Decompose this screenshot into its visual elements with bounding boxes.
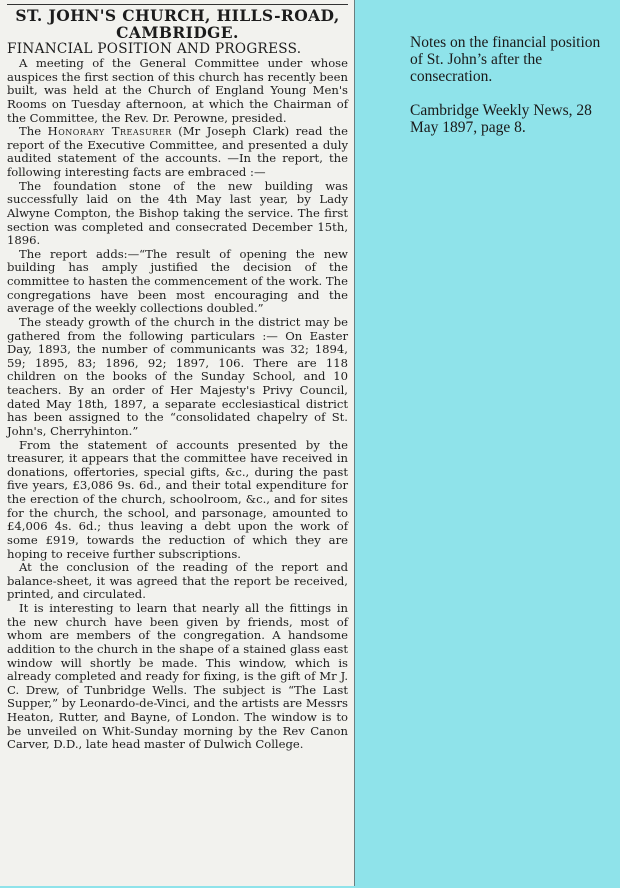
- paragraph-window: [7, 602, 348, 752]
- paragraph-treasurer: [7, 125, 348, 180]
- notes-panel: [410, 34, 615, 136]
- source-citation: Cambridge Weekly News, 28 May 1897, page 8.: [410, 102, 592, 136]
- paragraph-text: It is interesting to learn that nearly all the fittings in the new church have been given by friends, most of whom are members of the congregation. A handsome addition to the church in the shape of a stained glass east window will shortly be made. This window, which is already completed and ready for fixing, is the gift of Mr J. C. Drew, of Tunbridge Wells. The subject is “The Last Supper,” by Leonardo-de-Vinci, and the artists are Messrs Heaton, Rutter, and Bayne, of London. The window is to be unveiled on Whit-Sunday morning by the Rev Canon Carver, D.D., late head master of Dulwich College.: [7, 601, 348, 752]
- paragraph-report: [7, 248, 348, 316]
- paragraph-text: The steady growth of the church in the district may be gathered from the following particulars :— On Easter Day, 1893, the number of communicants was 32; 1894, 59; 1895, 83; 1896, 92; 1897, 106. There are 118 children on the books of the Sunday School, and 10 teachers. By an order of Her Majesty's Privy Council, dated May 18th, 1897, a separate ecclesiastical district has been assigned to the “consolidated chapelry of St. John's, Cherryhinton.”: [7, 314, 348, 438]
- paragraph-accounts: [7, 439, 348, 562]
- paragraph-text: A meeting of the General Committee under whose auspices the first section of this church has recently been built, was held at the Church of England Young Men's Rooms on Tuesday afternoon, at which the Chairman of the Committee, the Rev. Dr. Perowne, presided.: [7, 56, 348, 125]
- treasurer-title: Honorary Treasurer: [47, 124, 172, 139]
- article-headline: [7, 7, 348, 41]
- paragraph-text: The report adds:—“The result of opening the new building has amply justified the decision of the committee to hasten the commencement of the work. The congregations have been most encouraging and the average of the weekly collections doubled.”: [7, 246, 348, 316]
- paragraph-text: The: [19, 124, 48, 139]
- paragraph-growth: [7, 316, 348, 439]
- top-rule: [7, 4, 348, 5]
- notes-spacer: [410, 85, 615, 102]
- article-subhead: FINANCIAL POSITION AND PROGRESS.: [7, 41, 302, 57]
- paragraph-foundation: [7, 180, 348, 248]
- paragraph-text: The foundation stone of the new building was successfully laid on the 4th May last year, by Lady Alwyne Compton, the Bishop taking the service. The first section was completed and consecrated December 15th, 1896.: [7, 178, 348, 248]
- notes-text: Notes on the financial position of St. John’s after the consecration.: [410, 34, 601, 85]
- article-body: [7, 57, 348, 752]
- paragraph-text: From the statement of accounts presented by the treasurer, it appears that the committee have received in donations, offertories, special gifts, &c., during the past five years, £3,086 9s. 6d., and their total expenditure for the erection of the church, schoolroom, &c., and for sites for the church, the school, and parsonage, amounted to £4,006 4s. 6d.; thus leaving a debt upon the work of some £919, towards the reduction of which they are hoping to receive further subscriptions.: [7, 437, 348, 561]
- paragraph-text: At the conclusion of the reading of the report and balance-sheet, it was agreed that the report be received, printed, and circulated.: [7, 560, 348, 602]
- paragraph-conclusion: [7, 561, 348, 602]
- headline-line-1: ST. JOHN'S CHURCH, HILLS-ROAD,: [15, 6, 340, 25]
- paragraph-meeting: [7, 57, 348, 125]
- headline-line-2: CAMBRIDGE.: [116, 23, 239, 42]
- paragraph-text: (Mr Joseph Clark) read the report of the Executive Committee, and presented a duly audited statement of the accounts. —In the report, the following interesting facts are embraced :—: [7, 124, 349, 179]
